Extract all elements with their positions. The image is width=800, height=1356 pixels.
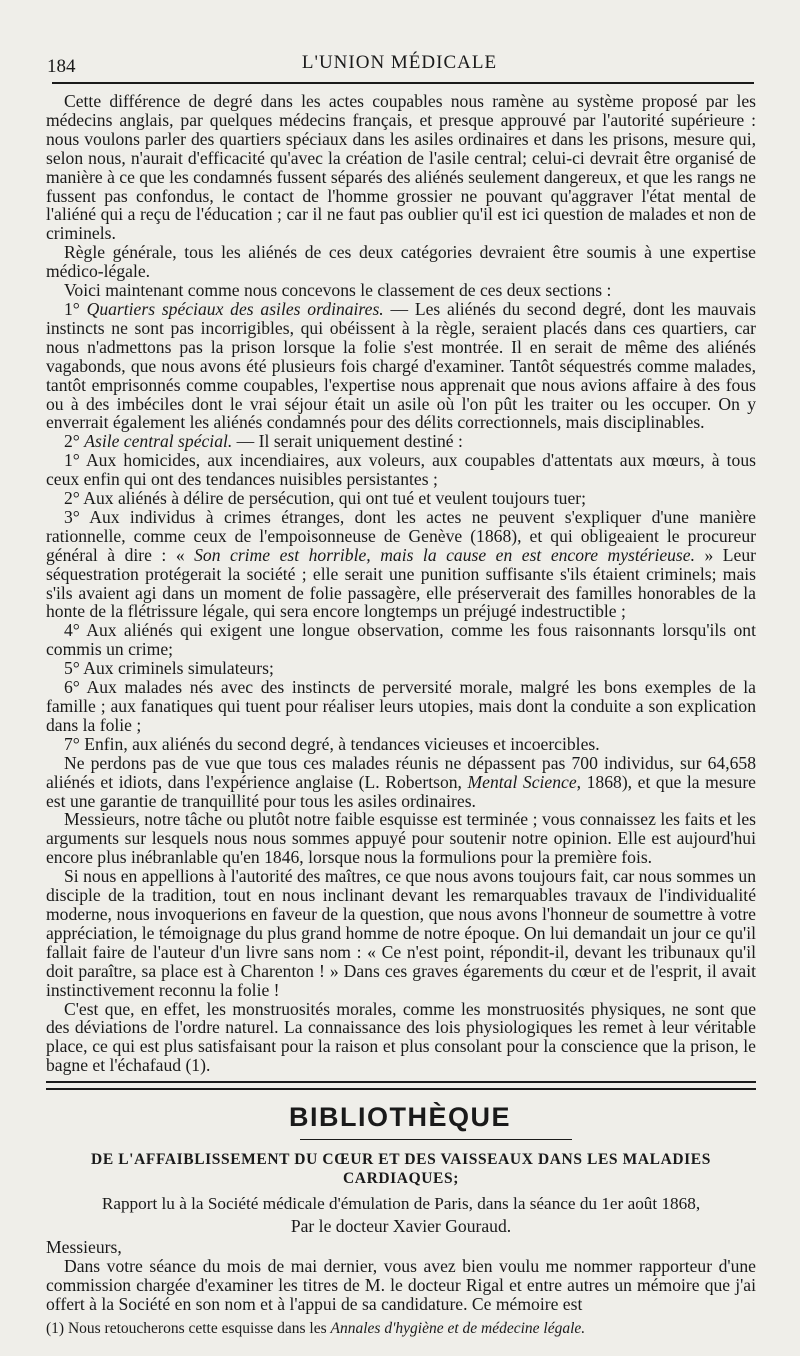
- title-underline: [300, 1139, 572, 1140]
- list-item: 5° Aux criminels simulateurs;: [64, 658, 274, 679]
- paragraph-text: » Leur séquestration protégerait la société ; elle serait une punition suffisante s'ils étaient criminels; mais s'ils avaient agi dans un moment de folie passagère, elle préserverait des familles honorables de la honte de la flétrissure légale, qui sera encore longtemps un préjugé indestructible ;: [46, 544, 757, 622]
- paragraph: Messieurs, notre tâche ou plutôt notre faible esquisse est terminée ; vous connaissez les faits et les arguments sur lesquels nous nous sommes appuyé pour soutenir notre opinion. Elle est aujourd'hui encore plus inébranlable qu'en 1846, lorsque nous la formulions pour la première fois.: [46, 809, 756, 868]
- list-item: 2° Aux aliénés à délire de persécution, qui ont tué et veulent toujours tuer;: [64, 488, 586, 509]
- paragraph-text: — Les aliénés du second degré, dont les mauvais instincts ne sont pas incorrigibles, qui obéissent à la règle, seraient placés dans ces quartiers, car nous n'admettons pas la prison lorsque la folie s'est montrée. Il en serait de même des aliénés vagabonds, que nous avons été plusieurs fois chargé d'examiner. Tantôt séquestrés comme malades, tantôt emprisonnés comme coupables, l'expertise nous apprenait que nous avions affaire à des fous ou à des imbéciles dont le vrai séjour était un asile où l'on pût les traiter ou les occuper. On y enverrait également les aliénés condamnés pour des délits correctionnels, mais disciplinables.: [46, 298, 756, 433]
- page-number: 184: [47, 56, 76, 77]
- quotation: Son crime est horrible, mais la cause en est encore mystérieuse.: [194, 544, 695, 565]
- list-item: 4° Aux aliénés qui exigent une longue observation, comme les fous raisonnants lorsqu'ils ont commis un crime;: [46, 620, 756, 660]
- paragraph-text: — Il serait uniquement destiné :: [232, 431, 463, 452]
- citation-title: Mental Science: [467, 771, 577, 792]
- main-text: [46, 92, 756, 1075]
- paragraph: Règle générale, tous les aliénés de ces deux catégories devraient être soumis à une expertise médico-légale.: [46, 242, 756, 282]
- page-header: [47, 50, 752, 80]
- list-item: 1° Aux homicides, aux incendiaires, aux voleurs, aux coupables d'attentats aux mœurs, à tous ceux enfin qui ont des tendances nuisibles persistantes ;: [46, 450, 756, 490]
- paragraph: [46, 300, 756, 432]
- footnote: [46, 1320, 756, 1338]
- footnote-text: (1) Nous retoucherons cette esquisse dans les: [46, 1320, 331, 1337]
- paragraph: Voici maintenant comme nous concevons le classement de ces deux sections :: [64, 280, 612, 301]
- subsection-heading: Quartiers spéciaux des asiles ordinaires.: [86, 298, 384, 319]
- section-title: BIBLIOTHÈQUE: [288, 1102, 511, 1132]
- article-subtitle: Rapport lu à la Société médicale d'émulation de Paris, dans la séance du 1er août 1868,: [101, 1194, 701, 1213]
- article-title: DE L'AFFAIBLISSEMENT DU CŒUR ET DES VAISSEAUX DANS LES MALADIES CARDIAQUES;: [91, 1151, 711, 1187]
- paragraph: [46, 754, 756, 811]
- subsection-heading: Asile central spécial.: [84, 431, 233, 452]
- paragraph: Si nous en appellions à l'autorité des maîtres, ce que nous avons toujours fait, car nous sommes un disciple de la tradition, tout en nous inclinant devant les remarquables travaux de l'individualité moderne, nous invoquerions en faveur de la question, que nous avons l'honneur de soumettre à votre appréciation, le témoignage du plus grand homme de notre époque. On lui demandait un jour ce qu'il fallait faire de l'auteur d'un livre sans nom : « Ce n'est point, répondit-il, devant les tribunaux qu'il doit paraître, sa place est à Charenton ! » Dans ces graves égarements du cœur et de l'esprit, il avait instinctivement reconnu la folie !: [46, 866, 756, 1000]
- article-body: [46, 1238, 756, 1314]
- list-item: 6° Aux malades nés avec des instincts de perversité morale, malgré les bons exemples de la famille ; aux fanatiques qui tuent pour réaliser leurs utopies, mais dont la conduite a son explication dans la folie ;: [46, 677, 756, 735]
- article: [46, 1150, 756, 1314]
- paragraph: Cette différence de degré dans les actes coupables nous ramène au système proposé par les médecins anglais, par quelques médecins français, et presque approuvé par l'autorité supérieure : nous voulons parler des quartiers spéciaux dans les asiles ordinaires et dans les prisons, mesure qui, selon nous, n'aurait d'efficacité qu'avec la création de l'asile central; celui-ci devrait être organisé de manière à ce que les condamnés fussent séparés des aliénés seulement dangereux, et que les rangs ne fussent pas confondus, le contact de l'homme grossier ne pouvant qu'aggraver l'état mental de l'aliéné qui a reçu de l'éducation ; car il ne faut pas oublier qu'il est ici question de malades et non de criminels.: [46, 91, 756, 244]
- list-number: 2°: [64, 431, 85, 452]
- list-item: [46, 508, 756, 621]
- paragraph: C'est que, en effet, les monstruosités morales, comme les monstruosités physiques, ne sont que des déviations de l'ordre naturel. La connaissance des lois physiologiques les remet à leur véritable place, ce qui est plus satisfaisant pour la raison et plus consolant pour la conscience que la prison, le bagne et l'échafaud (1).: [46, 998, 756, 1076]
- running-head: L'UNION MÉDICALE: [301, 52, 498, 73]
- list-item: 7° Enfin, aux aliénés du second degré, à tendances vicieuses et incoercibles.: [64, 733, 600, 754]
- header-rule: [52, 82, 754, 84]
- salutation: Messieurs,: [46, 1237, 122, 1257]
- paragraph: Dans votre séance du mois de mai dernier, vous avez bien voulu me nommer rapporteur d'une commission chargée d'examiner les titres de M. le docteur Rigal et entre autres un mémoire que j'ai offert à la Société en son nom et à l'appui de sa candidature. Ce mémoire est: [46, 1256, 756, 1314]
- paragraph-text: 3° Aux individus à crimes étranges, dont les actes ne peuvent s'expliquer d'une manière rationnelle, comme ceux de l'empoisonneuse de Genève (1868), et qui obligeaient le procureur général à dire : «: [46, 506, 756, 565]
- list-number: 1°: [64, 298, 87, 319]
- paragraph: [46, 432, 756, 451]
- paragraph-text: , 1868), et que la mesure est une garantie de tranquillité pour tous les asiles ordinaires.: [46, 771, 756, 811]
- paragraph-text: Ne perdons pas de vue que tous ces malades réunis ne dépassent pas 700 individus, sur 64,658 aliénés et idiots, dans l'expérience anglaise (L. Robertson,: [46, 752, 756, 792]
- article-author: Par le docteur Xavier Gouraud.: [290, 1216, 512, 1236]
- section-separator: [46, 1081, 756, 1090]
- footnote-citation: Annales d'hygiène et de médecine légale.: [330, 1320, 586, 1337]
